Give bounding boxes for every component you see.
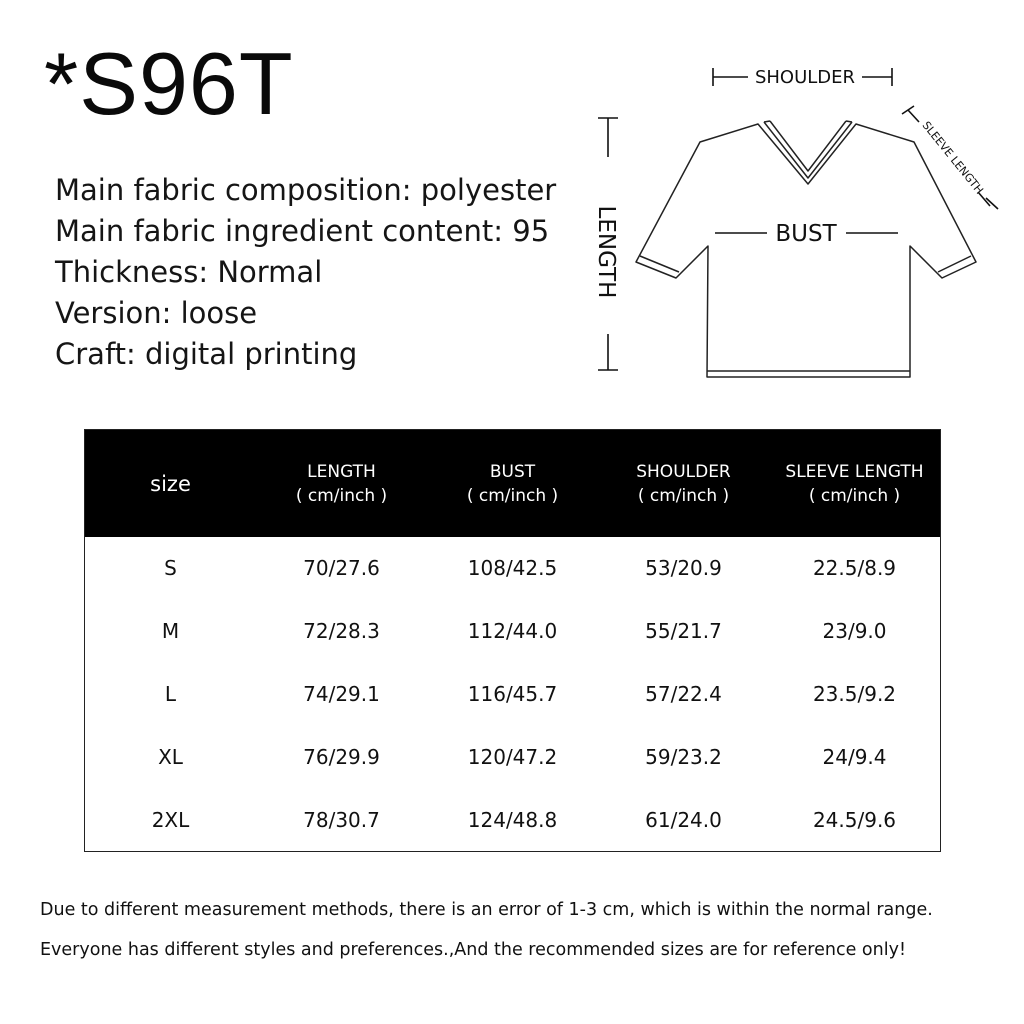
header-length-unit: ( cm/inch ) (295, 485, 388, 506)
length-label: LENGTH (593, 205, 619, 299)
header-length-label: LENGTH (307, 461, 376, 482)
cell-shoulder: 59/23.2 (645, 744, 722, 769)
cell-sleeve-length: 23/9.0 (822, 618, 887, 643)
product-code-title: *S96T (44, 34, 294, 133)
spec-thickness: Thickness: Normal (55, 255, 323, 289)
spec-composition: Main fabric composition: polyester (55, 173, 557, 207)
spec-ingredient-content: Main fabric ingredient content: 95 (55, 214, 550, 248)
cell-sleeve-length: 23.5/9.2 (812, 681, 897, 706)
shoulder-label: SHOULDER (754, 67, 856, 88)
table-header (85, 430, 940, 537)
header-shoulder-unit: ( cm/inch ) (637, 485, 730, 506)
cell-length: 70/27.6 (303, 555, 380, 580)
cell-sleeve-length: 22.5/8.9 (812, 555, 897, 580)
header-bust (427, 430, 598, 537)
cell-bust: 108/42.5 (467, 555, 558, 580)
spec-craft: Craft: digital printing (55, 337, 358, 371)
spec-list (55, 170, 556, 375)
header-bust-unit: ( cm/inch ) (466, 485, 559, 506)
table-row (85, 788, 940, 851)
cell-length: 72/28.3 (303, 618, 380, 643)
cell-shoulder: 61/24.0 (645, 807, 722, 832)
cell-bust: 124/48.8 (467, 807, 558, 832)
measurement-error-note: Due to different measurement methods, there is an error of 1-3 cm, which is within the normal range. (40, 900, 933, 920)
size-reference-note: Everyone has different styles and preferences.,And the recommended sizes are for reference only! (40, 940, 906, 960)
cell-bust: 120/47.2 (467, 744, 558, 769)
cell-size: L (164, 681, 177, 706)
table-row (85, 536, 940, 599)
table-row (85, 599, 940, 662)
header-shoulder-label: SHOULDER (636, 461, 731, 482)
cell-bust: 116/45.7 (467, 681, 558, 706)
sleeve-length-label: SLEEVE LENGTH (919, 118, 986, 197)
table-row (85, 725, 940, 788)
cell-sleeve-length: 24/9.4 (822, 744, 887, 769)
cell-shoulder: 53/20.9 (645, 555, 722, 580)
size-chart-table (84, 429, 941, 852)
bust-label: BUST (775, 221, 837, 247)
cell-size: XL (158, 744, 183, 769)
table-body (85, 536, 940, 851)
header-length (256, 430, 427, 537)
header-shoulder (598, 430, 769, 537)
cell-length: 76/29.9 (303, 744, 380, 769)
cell-size: M (161, 618, 180, 643)
tshirt-measurement-diagram (580, 52, 1010, 392)
cell-length: 74/29.1 (303, 681, 380, 706)
header-bust-label: BUST (489, 461, 536, 482)
header-size-label: size (150, 471, 191, 496)
spec-version: Version: loose (55, 296, 258, 330)
header-size (85, 430, 256, 537)
table-row (85, 662, 940, 725)
header-sleeve-length-label: SLEEVE LENGTH (785, 461, 924, 482)
cell-length: 78/30.7 (303, 807, 380, 832)
cell-bust: 112/44.0 (467, 618, 558, 643)
cell-shoulder: 55/21.7 (645, 618, 722, 643)
tshirt-diagram-svg (580, 52, 1010, 392)
header-sleeve-length (769, 430, 940, 537)
tshirt-outline (636, 121, 976, 377)
cell-size: S (164, 555, 177, 580)
cell-shoulder: 57/22.4 (645, 681, 722, 706)
cell-sleeve-length: 24.5/9.6 (812, 807, 897, 832)
header-sleeve-length-unit: ( cm/inch ) (808, 485, 901, 506)
cell-size: 2XL (151, 807, 190, 832)
